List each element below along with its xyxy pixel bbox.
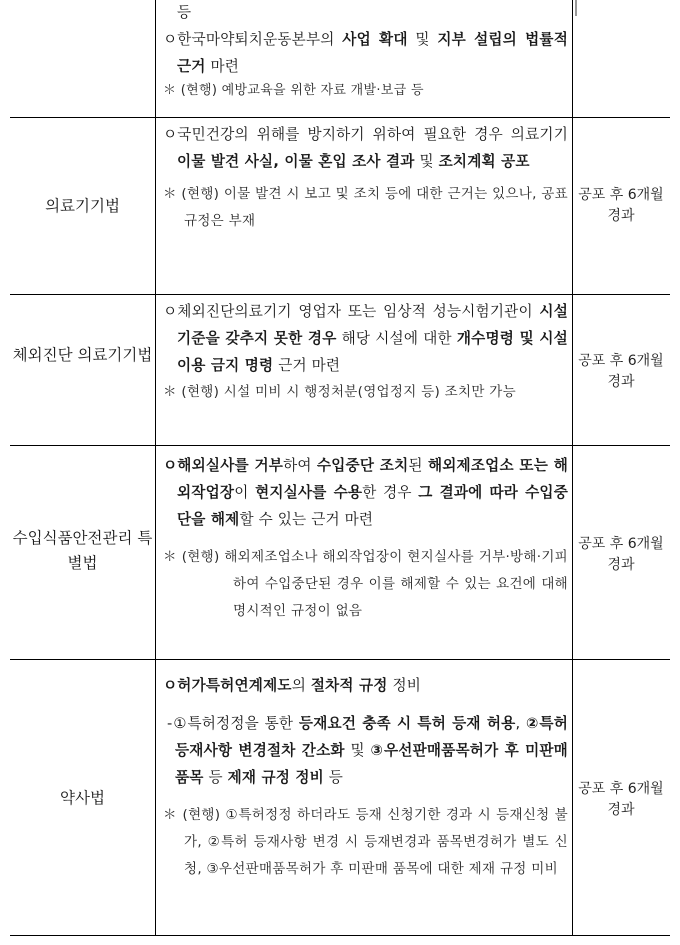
emphasis-text: 조치계획 공포 bbox=[438, 153, 530, 170]
emphasis-text: ㅇ해외실사를 거부 bbox=[163, 457, 284, 474]
body-text: 해당 시설에 대한 bbox=[336, 330, 457, 347]
row-1-content bbox=[163, 121, 568, 235]
emphasis-text: ③우선판매품목허가 후 미판매 품목 bbox=[175, 742, 568, 786]
row-1-law: 의료기기법 bbox=[45, 197, 120, 215]
row-1-note-0 bbox=[163, 181, 568, 235]
page-top-mark bbox=[575, 0, 577, 16]
emphasis-text: 지부 설립의 법률적 근거 bbox=[177, 31, 568, 75]
body-text: 근거 마련 bbox=[273, 357, 341, 374]
row-0-note-0 bbox=[163, 80, 568, 102]
emphasis-text: ㅇ허가특허연계제도 bbox=[163, 677, 292, 694]
body-text: 하여 bbox=[283, 457, 317, 474]
body-text: 된 bbox=[408, 457, 428, 474]
row-0-para-0 bbox=[163, 0, 568, 26]
row-4-effective: 공포 후 6개월 경과 bbox=[578, 781, 664, 818]
body-text: ㅇ국민건강의 위해를 방지하기 위하여 필요한 경우 의료기기 bbox=[163, 126, 568, 143]
emphasis-text: 시설기준을 갖추지 못한 경우 bbox=[177, 303, 568, 347]
row-4-para-0 bbox=[163, 672, 568, 699]
emphasis-text: 등재요건 충족 시 특허 등재 허용 bbox=[298, 715, 516, 732]
body-text: 이 bbox=[234, 484, 256, 501]
emphasis-text: 그 결과에 따라 수입중단을 해제 bbox=[177, 484, 569, 528]
table-bottom-border bbox=[10, 935, 670, 936]
row-2-note-0 bbox=[163, 379, 568, 406]
row-divider-3 bbox=[10, 445, 670, 446]
body-text: -①특허정정을 통한 bbox=[167, 715, 299, 732]
row-2-content bbox=[163, 298, 568, 406]
body-text: 및 bbox=[414, 153, 439, 170]
row-2-law: 체외진단 의료기기법 bbox=[12, 346, 153, 364]
body-text: 의 bbox=[291, 677, 311, 694]
row-3-content bbox=[163, 452, 568, 625]
row-2-effective: 공포 후 6개월 경과 bbox=[578, 353, 664, 390]
body-text: , bbox=[515, 715, 526, 732]
row-4-note-0 bbox=[163, 802, 568, 883]
body-text: 정비 bbox=[387, 677, 422, 694]
emphasis-text: 수입중단 조치 bbox=[316, 457, 409, 474]
body-text: ＊ (현행) ①특허정정 하더라도 등재 신청기한 경과 시 등재신청 불가, ②특허 등재사항 변경 시 등재변경과 품목변경허가 별도 신청, ③우선판매품목허가 후 미판매 품목에 대한 제재 규정 미비 bbox=[163, 807, 568, 877]
body-text: ＊ (현행) 이물 발견 시 보고 및 조치 등에 대한 근거는 있으나, 공표 규정은 부재 bbox=[163, 186, 568, 229]
emphasis-text: 이물 발견 사실, 이물 혼입 조사 결과 bbox=[177, 153, 415, 170]
body-text: 등 bbox=[203, 769, 228, 786]
body-text: 등 bbox=[177, 4, 192, 21]
body-text: ＊ (현행) 시설 미비 시 행정처분(영업정지 등) 조치만 가능 bbox=[163, 384, 516, 400]
emphasis-text: 사업 확대 bbox=[342, 31, 408, 48]
body-text: ㅇ한국마약퇴치운동본부의 bbox=[163, 31, 343, 48]
table-left-border bbox=[155, 0, 156, 936]
row-divider-1 bbox=[10, 117, 670, 118]
emphasis-text: 개수명령 및 시설이용 금지 명령 bbox=[177, 330, 568, 374]
row-0-content bbox=[163, 4, 568, 102]
row-4-content bbox=[163, 672, 568, 883]
body-text: ㅇ체외진단의료기기 영업자 또는 임상적 성능시험기관이 bbox=[163, 303, 540, 320]
emphasis-text: 제재 규정 정비 bbox=[227, 769, 324, 786]
body-text: 한 경우 bbox=[362, 484, 419, 501]
row-3-para-0 bbox=[163, 452, 568, 533]
row-3-effective: 공포 후 6개월 경과 bbox=[578, 536, 664, 573]
body-text: ＊ (현행) 해외제조업소나 해외작업장이 현지실사를 거부·방해·기피하여 수입중단된 경우 이를 해제할 수 있는 요건에 대해 명시적인 규정이 없음 bbox=[163, 549, 568, 619]
emphasis-text: 절차적 규정 bbox=[310, 677, 388, 694]
emphasis-text: ②특허 등재사항 변경절차 간소화 bbox=[175, 715, 568, 759]
body-text: 할 수 있는 근거 마련 bbox=[239, 511, 374, 528]
table-right-border bbox=[572, 0, 573, 936]
row-3-note-0 bbox=[163, 544, 568, 625]
body-text: ＊ (현행) 예방교육을 위한 자료 개발·보급 등 bbox=[163, 83, 424, 98]
row-2-para-0 bbox=[163, 298, 568, 379]
row-4-para-1 bbox=[163, 710, 568, 791]
row-1-effective: 공포 후 6개월 경과 bbox=[578, 187, 664, 224]
row-divider-4 bbox=[10, 659, 670, 660]
body-text: 등 bbox=[323, 769, 344, 786]
row-3-law: 수입식품안전관리 특별법 bbox=[12, 529, 153, 572]
emphasis-text: 해외제조업소 또는 해외작업장 bbox=[177, 457, 569, 501]
row-0-para-1 bbox=[163, 26, 568, 80]
body-text: 마련 bbox=[205, 58, 240, 75]
row-divider-2 bbox=[10, 294, 670, 295]
row-4-law: 약사법 bbox=[60, 789, 105, 807]
body-text: 및 bbox=[407, 31, 438, 48]
body-text: 및 bbox=[344, 742, 371, 759]
row-1-para-0 bbox=[163, 121, 568, 175]
emphasis-text: 현지실사를 수용 bbox=[255, 484, 363, 501]
